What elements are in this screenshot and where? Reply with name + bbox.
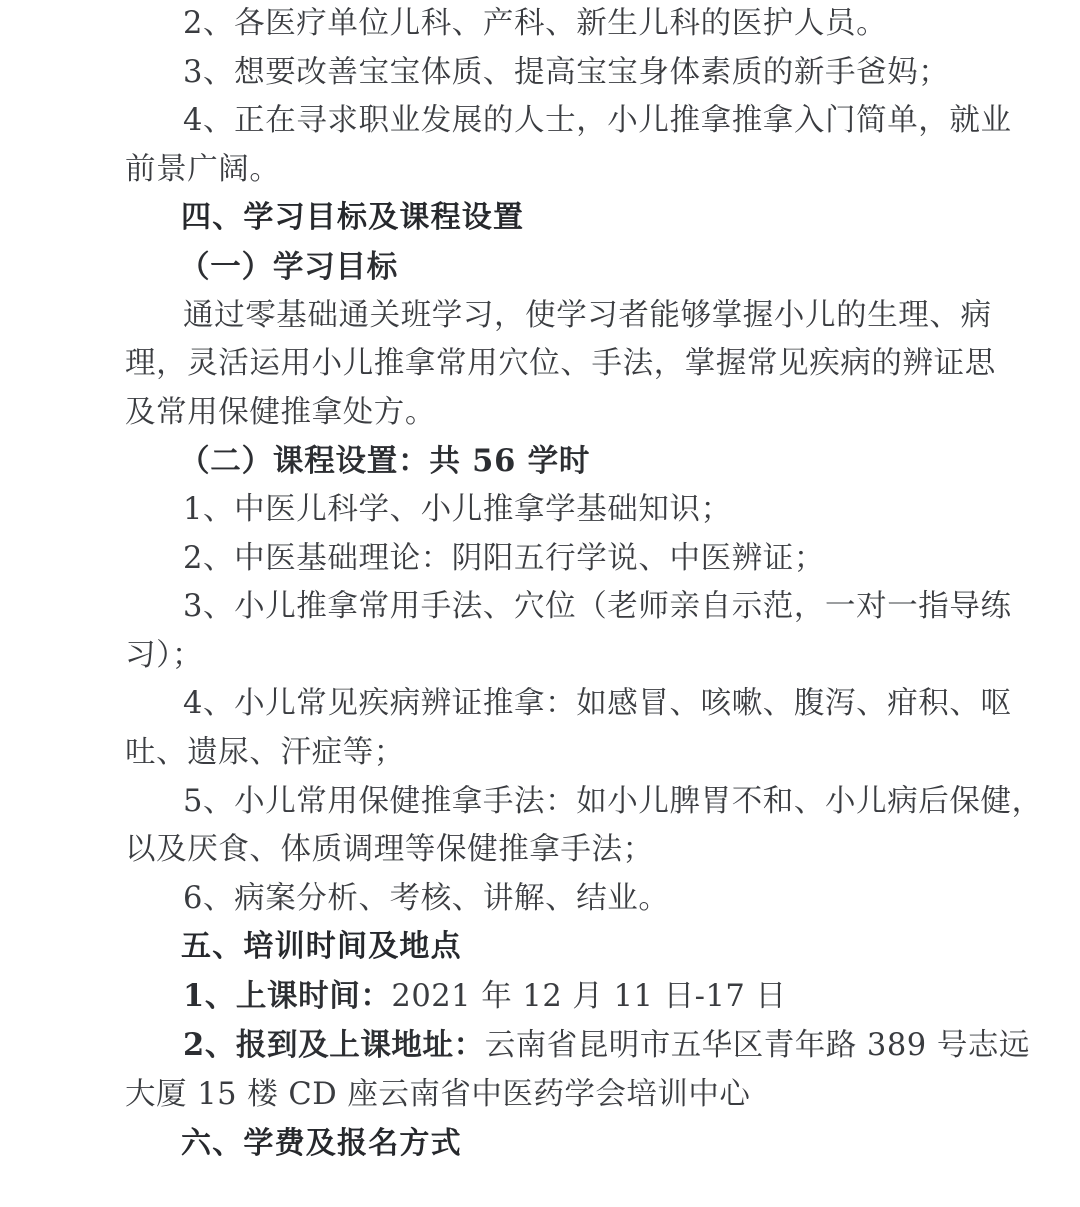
objective-paragraph — [125, 292, 996, 438]
list-item-continuation: 前景广阔。 — [125, 151, 281, 187]
training-address-label: 2、报到及上课地址： — [183, 1027, 485, 1064]
list-item: 1、中医儿科学、小儿推拿学基础知识； — [183, 491, 732, 527]
course-hours-value: 56 — [472, 443, 517, 480]
list-item: 2、各医疗单位儿科、产科、新生儿科的医护人员。 — [183, 6, 888, 41]
section-heading-four: 四、学习目标及课程设置 — [181, 200, 525, 236]
course-list — [125, 486, 1043, 923]
list-item: 3、小儿推拿常用手法、穴位（老师亲自示范，一对一指导练 — [183, 589, 1012, 625]
training-address-row — [125, 1021, 1030, 1071]
list-item-continuation: 吐、遗尿、汗症等； — [125, 734, 405, 770]
subsection-heading-two — [125, 437, 955, 486]
subsection-heading-one: （一）学习目标 — [179, 248, 399, 285]
training-time-row — [125, 972, 955, 1022]
subsection-two-prefix: （二）课程设置：共 — [179, 443, 461, 480]
paragraph-line: 理，灵活运用小儿推拿常用穴位、手法，掌握常见疾病的辨证思 — [125, 346, 996, 382]
audience-list — [125, 0, 1012, 194]
training-address-value: 云南省昆明市五华区青年路 389 号志远 — [484, 1028, 1030, 1064]
subsection-two-suffix: 学时 — [527, 443, 591, 480]
list-item: 4、正在寻求职业发展的人士，小儿推拿推拿入门简单，就业 — [183, 103, 1012, 139]
paragraph-line: 及常用保健推拿处方。 — [125, 394, 436, 430]
list-item-continuation: 以及厌食、体质调理等保健推拿手法； — [125, 832, 654, 868]
list-item: 6、病案分析、考核、讲解、结业。 — [183, 880, 670, 916]
list-item: 2、中医基础理论：阴阳五行学说、中医辨证； — [183, 540, 826, 576]
list-item: 4、小儿常见疾病辨证推拿：如感冒、咳嗽、腹泻、疳积、呕 — [183, 686, 1012, 722]
training-time-label: 1、上课时间： — [183, 977, 392, 1014]
training-time-value: 2021 年 12 月 11 日-17 日 — [391, 978, 787, 1014]
paragraph-line: 通过零基础通关班学习，使学习者能够掌握小儿的生理、病 — [183, 297, 992, 333]
section-heading-five: 五、培训时间及地点 — [181, 929, 462, 965]
training-address-continuation: 大厦 15 楼 CD 座云南省中医药学会培训中心 — [125, 1077, 751, 1113]
list-item: 3、想要改善宝宝体质、提高宝宝身体素质的新手爸妈； — [183, 54, 950, 90]
list-item: 5、小儿常用保健推拿手法：如小儿脾胃不和、小儿病后保健， — [183, 783, 1043, 819]
section-heading-six: 六、学费及报名方式 — [181, 1125, 462, 1161]
list-item-continuation: 习）； — [125, 637, 204, 673]
